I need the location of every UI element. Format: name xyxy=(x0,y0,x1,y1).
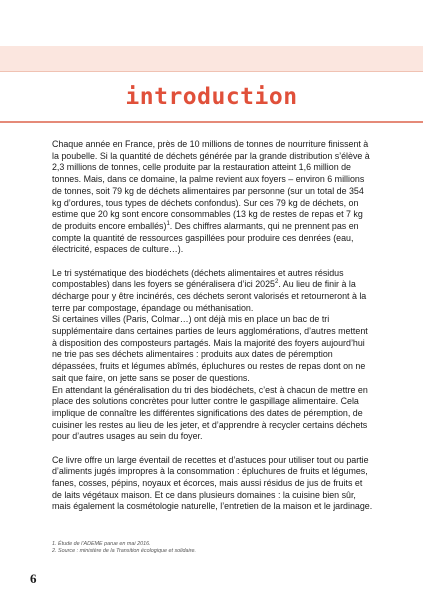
paragraph-book-offer xyxy=(52,455,374,514)
paragraph-text-tail: . Au lieu de finir à la décharge pour y être incinérés, ces déchets seront valorisés et retourneront à la terre par compostage, épandage ou méthanisation. xyxy=(52,279,367,313)
paragraph-biowaste-sorting xyxy=(52,268,374,315)
paragraph-text: Si certaines villes (Paris, Colmar…) ont déjà mis en place un bac de tri supplémentaire dans certaines parties de leurs agglomérations, d’autres mettent à disposition des composteurs partagés. Mais la majorité des foyers aujourd’hui ne trie pas ses déchets alimentaires : produits aux dates de péremption dépassées, fruits et légumes abîmés, épluchures ou restes de repas dont on ne sait que faire, on jette sans se poser de questions. xyxy=(52,314,368,383)
footnote-1: 1. Étude de l’ADEME parue en mai 2016. xyxy=(52,541,151,547)
header-band xyxy=(0,46,423,71)
footnote-ref: 1 xyxy=(166,220,170,227)
title-underline xyxy=(0,121,423,123)
footnote-2: 2. Source : ministère de la Transition écologique et solidaire. xyxy=(52,548,197,555)
paragraph-solutions xyxy=(52,385,374,444)
footnotes xyxy=(52,541,372,556)
footnote-ref: 2 xyxy=(274,279,279,286)
paragraph-text: Ce livre offre un large éventail de recettes et d’astuces pour utiliser tout ou partie d’aliments jugés impropres à la consommation : épluchures de fruits et légumes, fanes, cosses, pépins, noyaux et écorces, mais aussi résidus de jus de fruits et de laits végétaux maison. Et ce dans plusieurs domaines : la cuisine bien sûr, mais également la cosmétologie naturelle, l’entretien de la maison et le jardinage. xyxy=(52,454,373,512)
page-title: introduction xyxy=(125,84,298,110)
body-text xyxy=(52,139,374,513)
paragraph-text-tail: . Des chiffres alarmants, qui ne prennent pas en compte la quantité de ressources gaspillées pour produire ces denrées (eau, électricité, espaces de culture…). xyxy=(52,220,359,255)
page-number: 6 xyxy=(30,571,37,586)
paragraph-cities xyxy=(52,314,374,384)
header-band-rule xyxy=(0,71,423,72)
paragraph-text: Chaque année en France, près de 10 millions de tonnes de nourriture finissent à la poubelle. Si la quantité de déchets générée par la grande distribution s’élève à 2,3 millions de tonnes, celle produite par la restauration atteint 1,6 million de tonnes. Mais, dans ce domaine, la palme revient aux foyers – environ 6 millions de tonnes, soit 79 kg de déchets alimentaires par personne (sur un total de 354 kg d’ordures, tous types de déchets confondus). Sur ces 79 kg de déchets, on estime que 20 kg sont encore consommables (13 kg de restes de repas et 7 kg de produits encore emballés) xyxy=(52,139,370,231)
paragraph-text: Le tri systématique des biodéchets (déchets alimentaires et autres résidus compostables) dans les foyers se généralisera d’ici 2025 xyxy=(52,267,344,290)
paragraph-food-waste-figures xyxy=(52,139,374,256)
paragraph-text: En attendant la généralisation du tri des biodéchets, c’est à chacun de mettre en place des solutions concrètes pour lutter contre le gaspillage alimentaire. Cela implique de connaître les différentes significations des dates de péremption, de cuisiner les restes au lieu de les jeter, et d’apprendre à recycler certains déchets pour d’autres usages au sein du foyer. xyxy=(52,384,368,442)
